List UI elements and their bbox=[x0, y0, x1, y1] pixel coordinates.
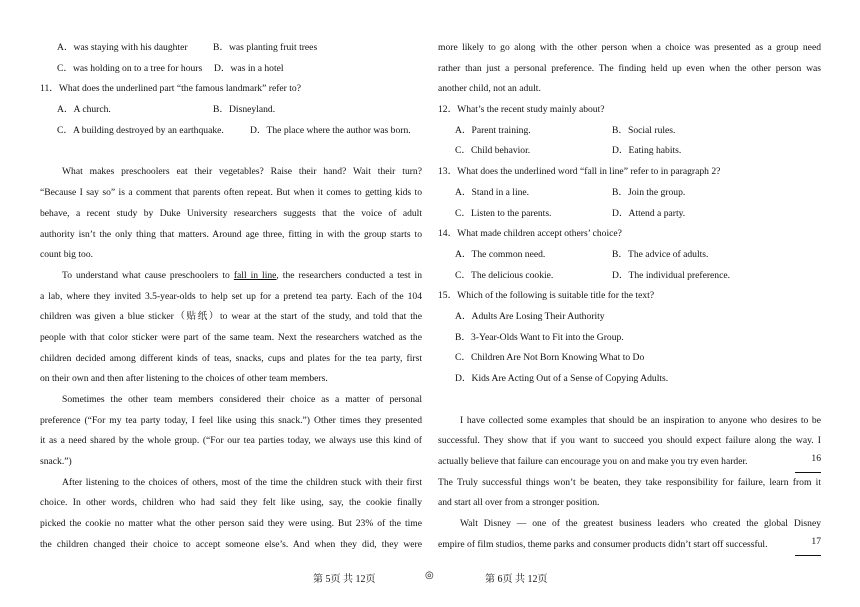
q10-options-row2 bbox=[40, 59, 422, 80]
passage-text: actually believe that failure can encourage you on and make you try even harder. bbox=[438, 456, 748, 468]
q11-option-b: B．Disneyland. bbox=[213, 104, 276, 116]
passage-line: it as a need shared by the whole group. (“For our tea parties today, we always use this kind of bbox=[40, 435, 422, 447]
passage-text: empire of film studios, theme parks and consumer products didn’t start off successful. bbox=[438, 538, 768, 550]
passage-line: authority isn’t the only thing that matters. Around age three, fitting in with the group starts to bbox=[40, 228, 422, 240]
q13-option-c: C．Listen to the parents. bbox=[455, 207, 552, 219]
q14-option-a: A．The common need. bbox=[455, 248, 546, 260]
q11-options-row1 bbox=[40, 100, 422, 121]
q14-options-row2 bbox=[438, 266, 821, 287]
q12-stem: 12．What’s the recent study mainly about? bbox=[438, 104, 605, 116]
q12-options-row1 bbox=[438, 121, 821, 142]
q14-options-row1 bbox=[438, 245, 821, 266]
q15-option-b: B．3-Year-Olds Want to Fit into the Group. bbox=[455, 331, 624, 343]
q10-option-b: B．was planting fruit trees bbox=[213, 42, 318, 53]
page-number-right: 第 6页 共 12页 bbox=[485, 574, 548, 585]
passage-line-with-blank17 bbox=[438, 535, 821, 556]
passage-line: more likely to go along with the other person when a choice was presented as a group need bbox=[438, 42, 821, 53]
passage-line: After listening to the choices of others, most of the time the children stuck with their first bbox=[62, 476, 422, 488]
q13-stem: 13．What does the underlined word “fall in line” refer to in paragraph 2? bbox=[438, 166, 721, 178]
passage-line: rather than just a personal preference. The finding held up even when the other person was bbox=[438, 62, 821, 74]
q12-options-row2 bbox=[438, 141, 821, 162]
passage-line: preference (“For my tea party today, I feel like using this snack.”) Other times they presented bbox=[40, 414, 422, 426]
page-number-left: 第 5页 共 12页 bbox=[313, 574, 376, 585]
q15-stem: 15．Which of the following is suitable title for the text? bbox=[438, 290, 655, 302]
passage-line: a lab, where they invited 3.5-year-olds to help set up for a pretend tea party. Each of the 104 bbox=[40, 290, 422, 302]
passage-line: people with that color sticker were part of the same team. Next the researchers watched as the bbox=[40, 331, 422, 343]
q13-options-row1 bbox=[438, 183, 821, 204]
left-column bbox=[40, 38, 422, 556]
passage-line: the children changed their choice to accept someone else’s. And when they did, they were bbox=[40, 538, 422, 550]
q14-option-c: C．The delicious cookie. bbox=[455, 269, 554, 281]
passage-line: count big too. bbox=[40, 249, 94, 261]
q10-option-c: C．was holding on to a tree for hours bbox=[57, 62, 203, 74]
passage-line: I have collected some examples that should be an inspiration to anyone who desires to be bbox=[460, 414, 821, 426]
passage-line: choice. In other words, children who had said they felt like using, say, the cookie finally bbox=[40, 497, 422, 509]
q13-options-row2 bbox=[438, 204, 821, 225]
q12-option-a: A．Parent training. bbox=[455, 124, 531, 136]
q11-option-d: D．The place where the author was born. bbox=[250, 124, 411, 136]
passage-line: successful. They show that if you want to succeed you should expect failure along the way. I bbox=[438, 435, 821, 447]
passage-line: picked the cookie no matter what the other person said they were using. But 23% of the time bbox=[40, 518, 422, 530]
q13-option-a: A．Stand in a line. bbox=[455, 186, 530, 198]
passage-line: behave, a recent study by Duke University researchers suggests that the voice of adult bbox=[40, 207, 422, 219]
p2-suffix: , the researchers conducted a test in bbox=[276, 269, 422, 281]
q15-option-d: D．Kids Are Acting Out of a Sense of Copying Adults. bbox=[455, 373, 669, 384]
passage-line: What makes preschoolers eat their vegetables? Raise their hand? Wait their turn? bbox=[62, 166, 422, 178]
q12-option-b: B．Social rules. bbox=[612, 124, 676, 136]
right-column bbox=[438, 38, 821, 556]
q10-option-d: D．was in a hotel bbox=[214, 62, 284, 74]
passage-line: Sometimes the other team members considered their choice as a matter of personal bbox=[62, 394, 422, 405]
q12-option-d: D．Eating habits. bbox=[612, 145, 682, 157]
passage-line: children was given a blue sticker（贴纸）to wear at the start of the study, and told that the bbox=[40, 311, 422, 323]
paragraph2-first-line bbox=[40, 266, 422, 287]
center-mark: ◎ bbox=[425, 570, 434, 581]
q10-options-row1 bbox=[40, 38, 422, 59]
q12-option-c: C．Child behavior. bbox=[455, 145, 531, 157]
q14-stem: 14．What made children accept others’ choice? bbox=[438, 228, 622, 240]
passage-line: and start all over from a stronger position. bbox=[438, 497, 600, 509]
q14-option-d: D．The individual preference. bbox=[612, 269, 731, 281]
q15-option-a: A．Adults Are Losing Their Authority bbox=[455, 310, 605, 322]
q11-stem: 11．What does the underlined part “the famous landmark” refer to? bbox=[40, 83, 301, 95]
page-footer bbox=[0, 567, 860, 587]
q10-option-a: A．was staying with his daughter bbox=[57, 42, 188, 53]
passage-line: The Truly successful things won’t be beaten, they take responsibility for failure, learn from it bbox=[438, 476, 821, 488]
q13-option-b: B．Join the group. bbox=[612, 186, 686, 198]
passage-line: children decided among different kinds of teas, snacks, cups and plates for the tea party, first bbox=[40, 352, 422, 364]
passage-line: another child, not an adult. bbox=[438, 83, 541, 95]
underlined-phrase: fall in line bbox=[233, 269, 277, 281]
blank-17: 17 bbox=[795, 535, 821, 556]
passage-line-with-blank16 bbox=[438, 452, 821, 473]
passage-line: snack.”) bbox=[40, 456, 72, 468]
passage-line: on their own and then after listening to the choices of other team members. bbox=[40, 373, 328, 385]
blank-16: 16 bbox=[795, 452, 821, 473]
q11-options-row2 bbox=[40, 121, 422, 142]
q11-option-a: A．A church. bbox=[57, 104, 111, 116]
q11-option-c: C．A building destroyed by an earthquake. bbox=[57, 124, 224, 136]
q14-option-b: B．The advice of adults. bbox=[612, 248, 709, 260]
q15-option-c: C．Children Are Not Born Knowing What to Do bbox=[455, 352, 645, 364]
passage-line: “Because I say so” is a comment that parents often repeat. But when it comes to getting kids to bbox=[40, 187, 422, 199]
q13-option-d: D．Attend a party. bbox=[612, 207, 686, 219]
passage-line: Walt Disney — one of the greatest business leaders who created the global Disney bbox=[460, 518, 821, 530]
p2-prefix: To understand what cause preschoolers to bbox=[62, 269, 234, 281]
